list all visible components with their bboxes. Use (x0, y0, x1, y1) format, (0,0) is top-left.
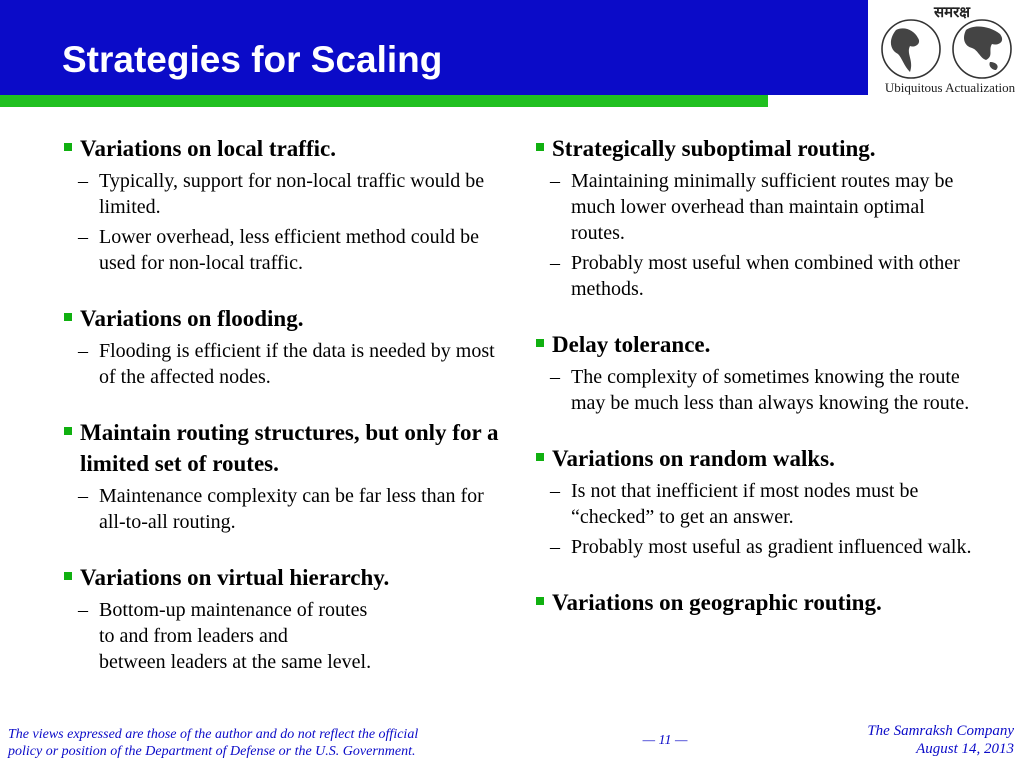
bullet-item (62, 417, 502, 535)
sub-bullet (550, 534, 974, 560)
sub-bullet-list (534, 478, 974, 560)
company-name: The Samraksh Company (867, 723, 1014, 739)
disclaimer-line-2: policy or position of the Department of Defense or the U.S. Government. (8, 744, 416, 759)
sub-bullet (78, 338, 502, 390)
bullet-item (534, 587, 974, 618)
two-globes-icon (878, 16, 1018, 80)
bullet-heading-text: Strategically suboptimal routing. (552, 136, 876, 161)
dash-icon: – (550, 366, 560, 388)
right-column (534, 133, 974, 645)
slide-date: August 14, 2013 (916, 741, 1014, 757)
sub-bullet-list (62, 168, 502, 276)
bullet-heading (534, 329, 974, 360)
dash-icon: – (550, 480, 560, 502)
bullet-square-icon (64, 313, 72, 321)
bullet-square-icon (64, 572, 72, 580)
bullet-heading (534, 587, 974, 618)
logo-caption: Ubiquitous Actualization (884, 80, 1016, 95)
bullet-heading-text: Variations on virtual hierarchy. (80, 565, 390, 590)
sub-bullet (550, 168, 974, 246)
slide-title: Strategies for Scaling (62, 39, 443, 80)
bullet-heading (62, 133, 502, 164)
bullet-heading (62, 417, 502, 479)
dash-icon: – (550, 536, 560, 558)
bullet-item (534, 443, 974, 560)
sub-bullet (78, 483, 502, 535)
bullet-heading (62, 562, 502, 593)
company-logo (872, 0, 1024, 100)
dash-icon: – (78, 485, 88, 507)
sub-bullet (78, 224, 502, 276)
bullet-item (534, 133, 974, 302)
bullet-item (62, 303, 502, 390)
footer-company-info (867, 722, 1014, 758)
footer-disclaimer (8, 726, 528, 760)
left-column (62, 133, 502, 702)
sub-bullet-text: Probably most useful as gradient influenced walk. (571, 536, 972, 558)
sub-bullet-text: Lower overhead, less efficient method could be used for non-local traffic. (99, 226, 480, 274)
bullet-heading-text: Variations on flooding. (80, 306, 304, 331)
sub-bullet-text: Bottom-up maintenance of routes to and from leaders and between leaders at the same level. (99, 599, 372, 673)
page-number: — 11 — (642, 733, 688, 748)
sub-bullet (550, 250, 974, 302)
bullet-square-icon (536, 143, 544, 151)
bullet-heading (62, 303, 502, 334)
dash-icon: – (78, 599, 88, 621)
disclaimer-line-1: The views expressed are those of the author and do not reflect the official (8, 727, 419, 742)
sub-bullet-text: Maintenance complexity can be far less than for all-to-all routing. (99, 485, 484, 533)
bullet-square-icon (64, 427, 72, 435)
sub-bullet-text: Typically, support for non-local traffic would be limited. (99, 170, 485, 218)
sub-bullet-text: Flooding is efficient if the data is needed by most of the affected nodes. (99, 340, 495, 388)
dash-icon: – (550, 170, 560, 192)
sub-bullet (78, 597, 502, 675)
sub-bullet-list (62, 338, 502, 390)
dash-icon: – (78, 170, 88, 192)
dash-icon: – (78, 226, 88, 248)
dash-icon: – (550, 252, 560, 274)
bullet-heading (534, 133, 974, 164)
sub-bullet-list (534, 168, 974, 302)
title-bar (0, 0, 868, 95)
bullet-item (534, 329, 974, 416)
bullet-heading-text: Delay tolerance. (552, 332, 711, 357)
sub-bullet-text: Is not that inefficient if most nodes must be “checked” to get an answer. (571, 480, 919, 528)
accent-bar (0, 95, 768, 107)
bullet-square-icon (536, 453, 544, 461)
bullet-square-icon (536, 339, 544, 347)
bullet-square-icon (64, 143, 72, 151)
bullet-heading-text: Maintain routing structures, but only for a limited set of routes. (80, 420, 499, 476)
sub-bullet-text: Probably most useful when combined with other methods. (571, 252, 960, 300)
sub-bullet (550, 364, 974, 416)
bullet-heading (534, 443, 974, 474)
sub-bullet-list (534, 364, 974, 416)
sub-bullet (78, 168, 502, 220)
bullet-heading-text: Variations on geographic routing. (552, 590, 882, 615)
bullet-item (62, 562, 502, 675)
bullet-heading-text: Variations on local traffic. (80, 136, 336, 161)
sub-bullet (550, 478, 974, 530)
dash-icon: – (78, 340, 88, 362)
logo-script-text: समरक्ष (933, 3, 970, 21)
sub-bullet-list (62, 597, 502, 675)
sub-bullet-list (62, 483, 502, 535)
bullet-square-icon (536, 597, 544, 605)
bullet-item (62, 133, 502, 276)
sub-bullet-text: The complexity of sometimes knowing the route may be much less than always knowing the route. (571, 366, 970, 414)
sub-bullet-text: Maintaining minimally sufficient routes may be much lower overhead than maintain optimal routes. (571, 170, 954, 244)
bullet-heading-text: Variations on random walks. (552, 446, 835, 471)
